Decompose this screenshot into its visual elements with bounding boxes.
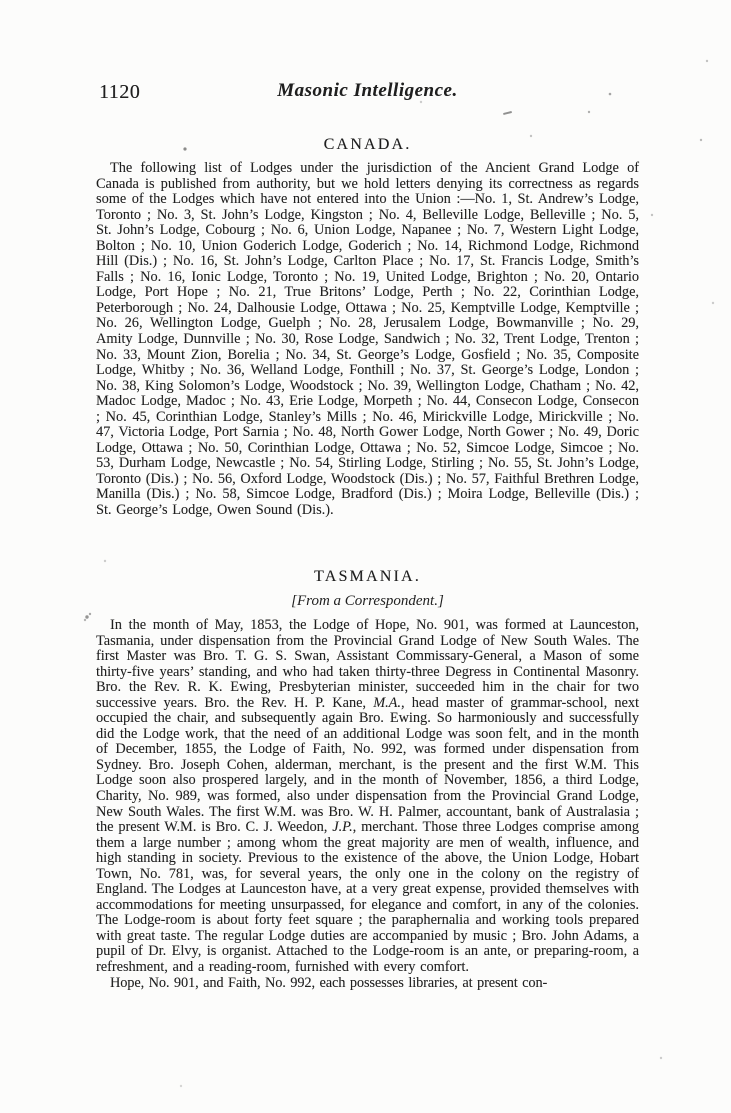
page-number: 1120 (99, 81, 141, 103)
section-tasmania (96, 568, 639, 991)
scan-artifact-dash (503, 111, 512, 115)
tasmania-closing-line: Hope, No. 901, and Faith, No. 992, each possesses libraries, at present con- (110, 974, 548, 991)
section-canada (96, 136, 639, 519)
section-heading-canada: CANADA. (323, 136, 412, 153)
section-heading-tasmania: TASMANIA. (314, 568, 421, 585)
scan-artifact-speckles (0, 0, 2, 2)
canada-lodges-paragraph: The following list of Lodges under the jurisdiction of the Ancient Grand Lodge of Canada is published from authority, but we hold letters denying its correctness as regards some of the Lodges which have not entered into the Union :—No. 1, St. Andrew’s Lodge, Toronto ; No. 3, St. John’s Lodge, Kingston ; No. 4, Belleville Lodge, Belleville ; No. 5, St. John’s Lodge, Cobourg ; No. 6, Union Lodge, Napanee ; No. 7, Western Light Lodge, Bolton ; No. 10, Union Goderich Lodge, Goderich ; No. 14, Richmond Lodge, Richmond Hill (Dis.) ; No. 16, St. John’s Lodge, Carlton Place ; No. 17, St. Francis Lodge, Smith’s Falls ; No. 16, Ionic Lodge, Toronto ; No. 19, United Lodge, Brighton ; No. 20, Ontario Lodge, Port Hope ; No. 21, True Britons’ Lodge, Perth ; No. 22, Corinthian Lodge, Peterborough ; No. 24, Dalhousie Lodge, Ottawa ; No. 25, Kemptville Lodge, Kemptville ; No. 26, Wellington Lodge, Guelph ; No. 28, Jerusalem Lodge, Bowmanville ; No. 29, Amity Lodge, Dunnville ; No. 30, Rose Lodge, Sandwich ; No. 32, Trent Lodge, Trenton ; No. 33, Mount Zion, Borelia ; No. 34, St. George’s Lodge, Gosfield ; No. 35, Composite Lodge, Whitby ; No. 36, Welland Lodge, Fonthill ; No. 37, St. George’s Lodge, London ; No. 38, King Solomon’s Lodge, Woodstock ; No. 39, Wellington Lodge, Chatham ; No. 42, Madoc Lodge, Madoc ; No. 43, Erie Lodge, Morpeth ; No. 44, Consecon Lodge, Consecon ; No. 45, Corinthian Lodge, Stanley’s Mills ; No. 46, Mirickville Lodge, Mirickville ; No. 47, Victoria Lodge, Port Sarnia ; No. 48, North Gower Lodge, North Gower ; No. 49, Doric Lodge, Ottawa ; No. 50, Corinthian Lodge, Ottawa ; No. 52, Simcoe Lodge, Simcoe ; No. 53, Durham Lodge, Newcastle ; No. 54, Stirling Lodge, Stirling ; No. 55, St. John’s Lodge, Toronto (Dis.) ; No. 56, Oxford Lodge, Woodstock (Dis.) ; No. 57, Faithful Brethren Lodge, Manilla (Dis.) ; No. 58, Simcoe Lodge, Bradford (Dis.) ; Moira Lodge, Belleville (Dis.) ; St. George’s Lodge, Owen Sound (Dis.). (96, 160, 639, 519)
tasmania-paragraph: In the month of May, 1853, the Lodge of Hope, No. 901, was formed at Launceston, Tasmania, under dispensation from the Provincial Grand Lodge of New South Wales. The first Master was Bro. T. G. S. Swan, Assistant Commissary-General, a Mason of some thirty-five years’ standing, and who had taken thirty-three Degress in Continental Masonry. Bro. the Rev. R. K. Ewing, Presbyterian minister, succeeded him in the chair for two successive years. Bro. the Rev. H. P. Kane, M.A., head master of grammar-school, next occupied the chair, and subsequently again Bro. Ewing. So harmoniously and successfully did the Lodge work, that the need of an additional Lodge was soon felt, and in the month of December, 1855, the Lodge of Faith, No. 992, was formed under dispensation from Sydney. Bro. Joseph Cohen, alderman, merchant, is the present and the first W.M. This Lodge soon also prospered largely, and in the month of November, 1856, a third Lodge, Charity, No. 989, was formed, also under dispensation from the Provincial Grand Lodge, New South Wales. The first W.M. was Bro. W. H. Palmer, accountant, bank of Australasia ; the present W.M. is Bro. C. J. Weedon, J.P., merchant. Those three Lodges comprise among them a large number ; among whom the great majority are men of wealth, influence, and high standing in society. Previous to the existence of the above, the Union Lodge, Hobart Town, No. 781, was, for several years, the only one in the colony on the registry of England. The Lodges at Launceston have, at a very great expense, provided themselves with accommodations for meeting unsurpassed, for elegance and comfort, in any of the colonies. The Lodge-room is about forty feet square ; the paraphernalia and working tools prepared with great taste. The regular Lodge duties are accompanied by music ; Bro. John Adams, a pupil of Dr. Elvy, is organist. Attached to the Lodge-room is an ante, or preparing-room, a refreshment, and a reading-room, furnished with every comfort. (96, 617, 640, 976)
correspondent-byline: [From a Correspondent.] (291, 593, 444, 609)
running-title: Masonic Intelligence. (277, 80, 458, 101)
